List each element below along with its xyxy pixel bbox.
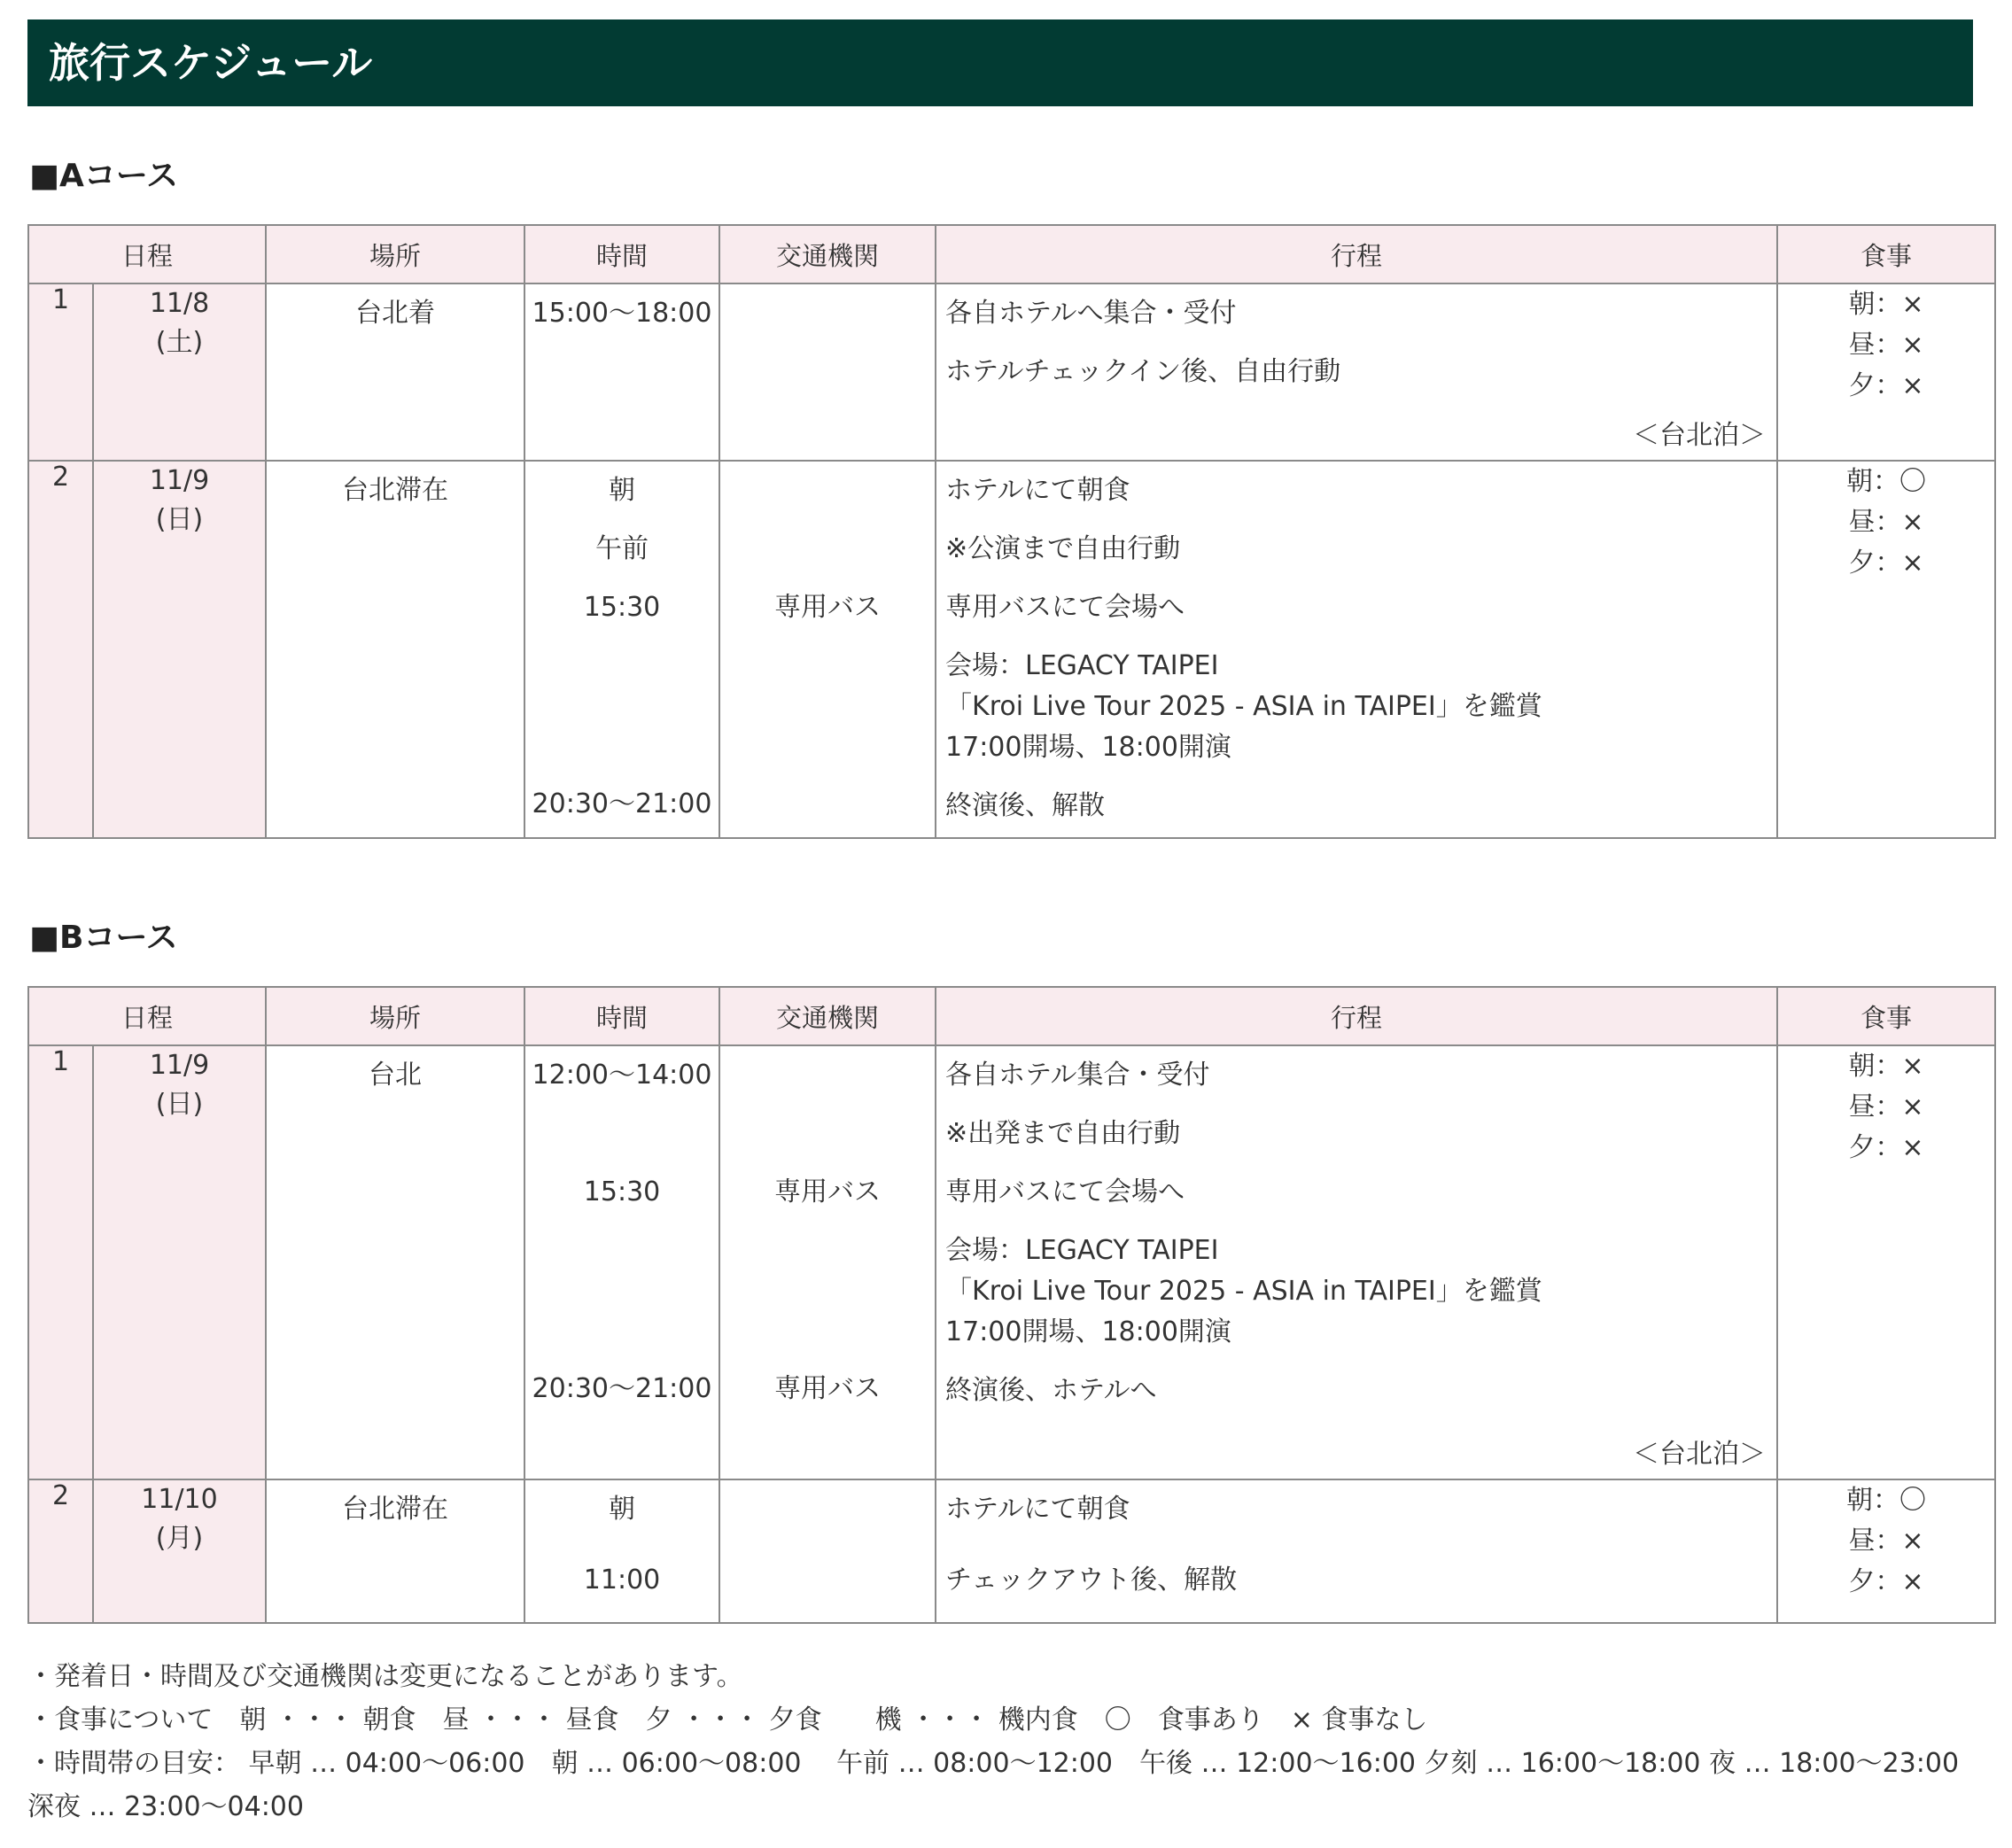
time-value: 朝 [609,1494,636,1525]
transport-cell [719,1045,936,1479]
meal-lunch: 昼：× [1848,507,1924,538]
meal-dinner: 夕：× [1848,1132,1924,1163]
transport-spacer [720,462,935,520]
itinerary-line: 終演後、ホテルへ [945,1375,1157,1406]
itinerary-line: 各自ホテル集合・受付 [945,1060,1210,1091]
note-meal-legend: ・食事について 朝 ・・・ 朝食 昼 ・・・ 昼食 夕 ・・・ 夕食 機 ・・・ 機内食 〇 食事あり × 食事なし [27,1704,1428,1735]
meal-dinner: 夕：× [1848,1566,1924,1597]
weekday-value: (日) [155,1089,204,1120]
showtime-line: 17:00開場、18:00開演 [945,732,1231,763]
col-header-meals: 食事 [1777,987,1995,1045]
itinerary-line: 専用バスにて会場へ [945,592,1185,623]
venue-line: 会場：LEGACY TAIPEI [945,650,1219,681]
itinerary-cell [936,1479,1777,1623]
itinerary-line: ※出発まで自由行動 [945,1118,1181,1149]
col-header-transport: 交通機関 [719,225,936,283]
meal-breakfast: 朝：〇 [1846,466,1927,497]
transport-cell [719,1479,936,1623]
course-a-heading: ■Aコース [29,158,179,194]
transport-cell [719,283,936,461]
meal-breakfast: 朝：〇 [1846,1485,1927,1516]
showtime-line: 17:00開場、18:00開演 [945,1316,1231,1347]
meal-dinner: 夕：× [1848,370,1924,401]
weekday-value: (土) [155,327,204,358]
meal-lunch: 昼：× [1848,1526,1924,1557]
note-change-notice: ・発着日・時間及び交通機関は変更になることがあります。 [27,1661,743,1692]
transport-spacer [720,1222,935,1360]
date-value: 11/9 [149,465,210,496]
time-cell [524,1479,719,1623]
concert-line: 「Kroi Live Tour 2025 - ASIA in TAIPEI」を鑑賞 [945,691,1542,722]
col-header-place: 場所 [266,225,524,283]
overnight-note: ＜台北泊＞ [1633,420,1767,451]
col-header-date: 日程 [28,987,266,1045]
meal-lunch: 昼：× [1848,1091,1924,1122]
day-date [93,461,266,838]
course-b-table [27,986,1996,1624]
time-value: 15:00〜18:00 [532,298,712,329]
table-row [28,461,1995,838]
time-value: 11:00 [583,1565,661,1596]
time-value: 朝 [609,475,636,506]
concert-line: 「Kroi Live Tour 2025 - ASIA in TAIPEI」を鑑賞 [945,1276,1542,1307]
time-value: 20:30〜21:00 [532,1373,712,1404]
meal-dinner: 夕：× [1848,547,1924,578]
note-time-guide-night: 深夜 … 23:00〜04:00 [27,1791,304,1822]
time-cell [524,461,719,838]
col-header-itinerary: 行程 [936,225,1777,283]
date-value: 11/8 [149,288,210,319]
time-spacer [525,1222,719,1360]
transport-spacer [720,1105,935,1163]
meals-cell [1777,461,1995,838]
place-cell [266,461,524,838]
transport-value: 専用バス [774,1373,882,1404]
place-cell [266,1479,524,1623]
table-row [28,1045,1995,1479]
day-number: 2 [28,461,93,838]
transport-value: 専用バス [774,592,882,623]
day-date [93,1045,266,1479]
venue-line: 会場：LEGACY TAIPEI [945,1235,1219,1266]
transport-spacer [720,1046,935,1105]
place-cell [266,1045,524,1479]
time-spacer [525,637,719,775]
col-header-date: 日程 [28,225,266,283]
place-value: 台北 [369,1060,423,1091]
col-header-time: 時間 [524,987,719,1045]
day-number: 1 [28,283,93,461]
time-value: 12:00〜14:00 [532,1060,712,1091]
course-b-heading: ■Bコース [29,920,178,956]
meals-cell [1777,1479,1995,1623]
itinerary-line: ホテルにて朝食 [945,1494,1130,1525]
col-header-transport: 交通機関 [719,987,936,1045]
time-value: 15:30 [583,592,661,623]
date-value: 11/9 [149,1050,210,1081]
place-value: 台北着 [355,298,436,329]
table-header-row [28,225,1995,283]
note-time-guide: ・時間帯の目安： 早朝 … 04:00〜06:00 朝 … 06:00〜08:00 午前 … 08:00〜12:00 午後 … 12:00〜16:00 夕刻 … 16:00〜18:00 夜 … 18:00〜23:00 [27,1748,1960,1779]
day-number: 1 [28,1045,93,1479]
col-header-itinerary: 行程 [936,987,1777,1045]
itinerary-cell [936,283,1777,461]
col-header-place: 場所 [266,987,524,1045]
itinerary-line: ※公演まで自由行動 [945,533,1181,564]
itinerary-line: 専用バスにて会場へ [945,1176,1185,1207]
meal-breakfast: 朝：× [1848,1051,1924,1082]
itinerary-block [945,1222,1776,1362]
weekday-value: (日) [155,504,204,535]
meal-lunch: 昼：× [1848,330,1924,361]
itinerary-line: チェックアウト後、解散 [945,1565,1238,1596]
table-row [28,1479,1995,1623]
place-cell [266,283,524,461]
page-title: 旅行スケジュール [27,19,1973,106]
table-header-row [28,987,1995,1045]
time-cell [524,283,719,461]
place-value: 台北滞在 [342,475,449,506]
time-value: 15:30 [583,1176,661,1207]
itinerary-line: 各自ホテルへ集合・受付 [945,298,1237,329]
day-date [93,1479,266,1623]
transport-spacer [720,520,935,578]
time-cell [524,1045,719,1479]
notes-section [27,1655,2008,1829]
itinerary-cell [936,461,1777,838]
itinerary-line: 終演後、解散 [945,790,1106,821]
meals-cell [1777,1045,1995,1479]
time-spacer [525,1105,719,1163]
overnight-note: ＜台北泊＞ [1633,1439,1767,1470]
meals-cell [1777,283,1995,461]
weekday-value: (月) [155,1523,204,1554]
day-number: 2 [28,1479,93,1623]
col-header-time: 時間 [524,225,719,283]
transport-value: 専用バス [774,1176,882,1207]
itinerary-cell [936,1045,1777,1479]
itinerary-block [945,637,1776,777]
table-row [28,283,1995,461]
itinerary-line: ホテルにて朝食 [945,475,1130,506]
meal-breakfast: 朝：× [1848,289,1924,320]
time-value: 20:30〜21:00 [532,788,712,819]
day-date [93,283,266,461]
col-header-meals: 食事 [1777,225,1995,283]
time-value: 午前 [595,533,649,564]
transport-cell [719,461,936,838]
place-value: 台北滞在 [342,1494,449,1525]
course-a-table [27,224,1996,839]
itinerary-line: ホテルチェックイン後、自由行動 [945,356,1341,387]
date-value: 11/10 [141,1484,218,1515]
